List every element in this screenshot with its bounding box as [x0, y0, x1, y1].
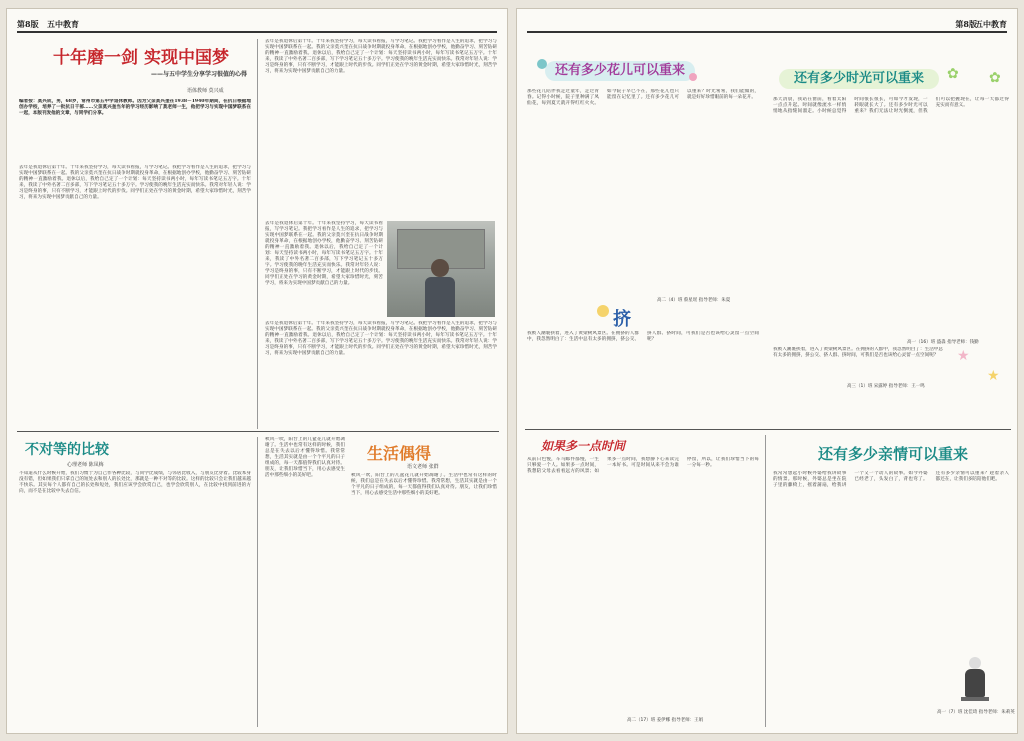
right-header-name: 五中教育	[975, 19, 1007, 29]
right-article1-body: 那些花儿陪伴我走过童年，走过青春。记得小时候，院子里种满了凤仙花，每到夏天就开得红红火火。如今院子早已不在，那些花儿也只能留在记忆里了。还有多少花儿可以重来？时光匆匆，我们能做的，就是好好珍惜眼前的每一朵花开。	[527, 89, 759, 106]
right-article3-caption: 高三（1）班 宋露婷 指导老师：王一鸣	[847, 384, 925, 389]
article1-lead: 编者按：莫兴成，男，68岁，常州市第五中学退休教师。因为父亲莫兴奎在1938－1940年期间，在抗日根据地创办学校，培养了一批抗日干部……父亲莫兴奎当年的学习经历影响了莫老师一生，他把学习与实现中国梦联系在一起，本版刊发他的文章，与同学们分享。	[19, 99, 251, 116]
article1-body-left: 去年是我退休后第十年。十年来我坚持学习，每天读书看报，写学习笔记。我把学习看作是人生的追求，把学习与实现中国梦联系在一起。我的父亲莫兴奎在抗日战争时期就投身革命，在根据地创办学校，他勤奋学习、刻苦钻研的精神一直激励着我。退休以后，我给自己定了一个计划：每天坚持读书两小时，每年写读书笔记五万字。十年来，我读了中外名著二百多部，写下学习笔记五十多万字。学习使我的晚年生活充实而快乐。我常对年轻人说：学习是终身的事，只有不断学习，才能跟上时代的步伐。同学们正处在学习的黄金时期，希望大家珍惜时光，刻苦学习，将来为实现中国梦贡献自己的力量。	[19, 165, 251, 200]
right-header-page: 第8版	[955, 19, 977, 29]
article1-subtitle: ——与五中学生分享学习很值的心得	[150, 71, 247, 78]
star-icon: ★	[987, 368, 1000, 384]
section-divider	[17, 431, 499, 432]
article1-body-wrap: 去年是我退休后第十年。十年来我坚持学习，每天读书看报，写学习笔记。我把学习看作是人生的追求，把学习与实现中国梦联系在一起。我的父亲莫兴奎在抗日战争时期就投身革命，在根据地创办学校，他勤奋学习、刻苦钻研的精神一直激励着我。退休以后，我给自己定了一个计划：每天坚持读书两小时，每年写读书笔记五万字。十年来，我读了中外名著二百多部，写下学习笔记五十多万字。学习使我的晚年生活充实而快乐。我常对年轻人说：学习是终身的事，只有不断学习，才能跟上时代的步伐。同学们正处在学习的黄金时期，希望大家珍惜时光，刻苦学习，将来为实现中国梦贡献自己的力量。	[265, 221, 383, 286]
article1-body-right-bottom: 去年是我退休后第十年。十年来我坚持学习，每天读书看报，写学习笔记。我把学习看作是人生的追求，把学习与实现中国梦联系在一起。我的父亲莫兴奎在抗日战争时期就投身革命，在根据地创办学校，他勤奋学习、刻苦钻研的精神一直激励着我。退休以后，我给自己定了一个计划：每天坚持读书两小时，每年写读书笔记五万字。十年来，我读了中外名著二百多部，写下学习笔记五十多万字。学习使我的晚年生活充实而快乐。我常对年轻人说：学习是终身的事，只有不断学习，才能跟上时代的步伐。同学们正处在学习的黄金时期，希望大家珍惜时光，刻苦学习，将来为实现中国梦贡献自己的力量。	[265, 321, 497, 356]
star-icon: ★	[957, 348, 970, 364]
right-page	[516, 8, 1018, 734]
right-article5-body: 我常常想起小时候外婆给我讲故事的情景。那时候，外婆总是坐在院子里的藤椅上，摇着蒲扇，给我讲一个又一个动人的故事。如今外婆已经老了，头发白了，背也弯了。还有多少亲情可以重来？趁着亲人都还在，让我们多陪陪他们吧。	[773, 471, 1009, 488]
column-divider	[257, 39, 258, 429]
section-divider	[525, 429, 1011, 430]
right-article4-body: 从前日色慢，车马邮件都慢，一生只够爱一个人。如果多一点时间，我想陪父母去看看远方的风景；如果多一点时间，我想静下心来读完一本好书。可是时间从来不会为谁停留，所以，让我们珍惜当下的每一分每一秒。	[527, 457, 759, 474]
author-photo	[387, 221, 495, 317]
left-header-name: 五中教育	[47, 19, 79, 29]
article2-title: 不对等的比较	[25, 442, 109, 458]
left-header	[17, 15, 497, 33]
star-icon: ✿	[947, 66, 959, 82]
right-article3-body-cont: 我被人潮裹挟着，进入了黄梁树风景区。在拥挤的人群中，我忽然明白了：生活中总有太多的拥挤，挤公交、挤人群、挤时间，可我们是否也该给心灵留一点空间呢？	[773, 347, 943, 358]
right-article5-title: 还有多少亲情可以重来	[817, 445, 968, 463]
article2-byline: 心理老师 陈凤梅	[67, 462, 104, 468]
article3-body-right: 秋风一吹，阳台上的几盆花儿就开始凋谢了。生活中也常有这样的时候，我们总是在失去以后才懂得珍惜。我常常想，生活其实就是由一个个平凡的日子组成的，每一天都值得我们认真对待。朋友，让我们珍惜当下，用心去感受生活中那些细小的美好吧。	[351, 473, 497, 496]
article1-title: 十年磨一剑 实现中国梦	[53, 48, 229, 68]
family-illustration	[955, 655, 995, 705]
decor-dot	[537, 59, 547, 69]
left-header-page: 第8版	[17, 19, 39, 29]
left-page	[6, 8, 508, 734]
article3-title: 生活偶得	[367, 444, 432, 463]
right-article2-body: 那天清晨，我站在窗前，看着太阳一点点升起。时间就像流水一样悄悄地从指缝间溜走。小时候总觉得时间很长很长，可如今才发现，一转眼就长大了。还有多少时光可以重来？我们无法让时光倒流，但我们可以把握现在，让每一天都过得充实而有意义。	[773, 97, 1009, 114]
right-article3-title: 挤	[613, 309, 631, 330]
right-article5-caption: 高一（7）班 沈佳琦 指导老师：朱莉英	[937, 710, 1015, 715]
article1-body-right-top: 去年是我退休后第十年。十年来我坚持学习，每天读书看报，写学习笔记。我把学习看作是人生的追求，把学习与实现中国梦联系在一起。我的父亲莫兴奎在抗日战争时期就投身革命，在根据地创办学校，他勤奋学习、刻苦钻研的精神一直激励着我。退休以后，我给自己定了一个计划：每天坚持读书两小时，每年写读书笔记五万字。十年来，我读了中外名著二百多部，写下学习笔记五十多万字。学习使我的晚年生活充实而快乐。我常对年轻人说：学习是终身的事，只有不断学习，才能跟上时代的步伐。同学们正处在学习的黄金时期，希望大家珍惜时光，刻苦学习，将来为实现中国梦贡献自己的力量。	[265, 39, 497, 74]
article1-byline: 语体教师 莫兴成	[187, 88, 224, 94]
right-article1-title: 还有多少花儿可以重来	[545, 61, 695, 81]
column-divider-3	[765, 435, 766, 727]
decor-dot	[689, 73, 697, 81]
article3-body-left: 秋风一吹，阳台上的几盆花儿就开始凋谢了。生活中也常有这样的时候，我们总是在失去以后才懂得珍惜。我常常想，生活其实就是由一个个平凡的日子组成的，每一天都值得我们认真对待。朋友，让我们珍惜当下，用心去感受生活中那些细小的美好吧。	[265, 437, 345, 478]
star-icon: ✿	[989, 70, 1001, 86]
column-divider-2	[257, 437, 258, 727]
right-article4-title: 如果多一点时间	[541, 439, 626, 453]
article3-byline: 语文老师 张群	[407, 464, 439, 470]
right-article1-caption: 高二（4）班 蔡星瑶 指导老师：朱夏	[657, 298, 731, 303]
article2-body: 不知道从什么时候开始，我们习惯于为自己作各种比较，与同学比成绩，与邻居比收入，与朋友比穿着。比较本身没有错，但如果我们只拿自己的短处去和别人的长处比，那就是一种不对等的比较。这样的比较只会让我们越来越不快乐。其实每个人都有自己的长处和短处，我们应该学会欣赏自己，也学会欣赏别人，在比较中找到前进的方向，而不是在比较中失去自信。	[19, 471, 251, 494]
right-article2-title: 还有多少时光可以重来	[779, 69, 939, 89]
decor-dot	[597, 305, 609, 317]
right-article3-body: 我被人潮裹挟着，进入了黄梁树风景区。在拥挤的人群中，我忽然明白了：生活中总有太多的拥挤，挤公交、挤人群、挤时间，可我们是否也该给心灵留一点空间呢？	[527, 331, 759, 342]
right-article4-caption: 高二（17）班 姜伊娜 指导老师：王娟	[627, 718, 704, 723]
right-article2-caption: 高一（16）班 盛淼 指导老师：钱勤	[907, 340, 979, 345]
right-header	[527, 15, 1007, 33]
